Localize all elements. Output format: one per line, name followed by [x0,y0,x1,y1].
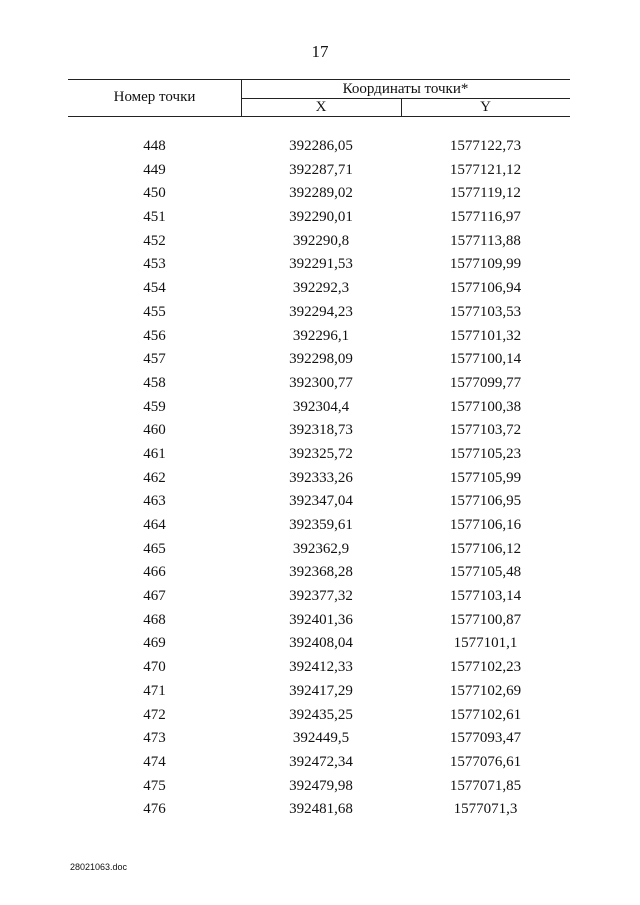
y-coordinate-cell: 1577121,12 [449,161,522,178]
y-coordinate-cell: 1577105,48 [449,564,522,581]
y-coordinate-cell: 1577101,32 [449,327,522,344]
y-coordinate-cell: 1577119,12 [450,185,521,202]
point-number-cell: 474 [143,753,166,770]
y-coordinate-cell: 1577103,72 [449,422,522,439]
y-coordinate-cell: 1577071,3 [453,801,518,818]
point-number-cell: 456 [143,327,166,344]
point-number-cell: 452 [143,232,166,249]
x-coordinate-cell: 392481,68 [289,801,353,818]
point-number-cell: 472 [143,706,166,723]
y-coordinate-cell: 1577103,53 [449,303,522,320]
x-coordinate-cell: 392290,8 [292,232,350,249]
x-coordinate-cell: 392401,36 [289,611,353,628]
table-row [68,585,570,609]
table-row [68,230,570,254]
table-row [68,632,570,656]
x-coordinate-cell: 392479,98 [289,777,353,794]
table-row [68,751,570,775]
point-number-cell: 464 [143,517,166,533]
y-coordinate-cell: 1577102,23 [449,659,522,676]
point-number-cell: 448 [143,138,166,154]
x-coordinate-cell: 392287,71 [289,161,353,178]
x-coordinate-cell: 392347,04 [289,493,353,510]
table-row [68,467,570,491]
x-coordinate-cell: 392294,23 [289,303,353,320]
point-number-cell: 470 [143,659,166,676]
table-row [68,348,570,372]
y-coordinate-cell: 1577105,23 [449,445,522,462]
point-number-cell: 463 [143,493,166,510]
point-number-cell: 453 [143,256,166,273]
point-number-cell: 459 [143,398,166,415]
x-coordinate-cell: 392417,29 [289,682,353,699]
x-coordinate-cell: 392296,1 [292,327,350,344]
table-row [68,206,570,230]
y-coordinate-cell: 1577105,99 [449,469,522,486]
y-coordinate-cell: 1577099,77 [449,374,522,391]
y-coordinate-cell: 1577102,61 [449,706,522,723]
y-coordinate-cell: 1577102,69 [449,682,522,699]
header-coordinates: Координаты точки* [342,81,469,97]
point-number-cell: 457 [143,351,166,368]
x-coordinate-cell: 392318,73 [289,422,353,439]
x-coordinate-cell: 392368,28 [289,564,353,581]
table-row [68,538,570,562]
y-coordinate-cell: 1577093,47 [449,730,522,747]
x-coordinate-cell: 392359,61 [289,517,353,533]
x-coordinate-cell: 392435,25 [289,706,353,723]
point-number-cell: 475 [143,777,166,794]
point-number-cell: 458 [143,374,166,391]
coordinates-table-body [68,135,570,822]
table-row [68,372,570,396]
x-coordinate-cell: 392300,77 [289,374,353,391]
y-coordinate-cell: 1577113,88 [450,232,521,249]
point-number-cell: 473 [143,730,166,747]
x-coordinate-cell: 392362,9 [292,540,350,557]
x-coordinate-cell: 392325,72 [289,445,353,462]
point-number-cell: 460 [143,422,166,439]
x-coordinate-cell: 392377,32 [289,588,353,605]
point-number-cell: 467 [143,588,166,605]
x-coordinate-cell: 392412,33 [289,659,353,676]
header-rule-bottom [68,116,570,117]
x-coordinate-cell: 392449,5 [292,730,350,747]
point-number-cell: 468 [143,611,166,628]
table-row [68,561,570,585]
y-coordinate-cell: 1577100,14 [449,351,522,368]
y-coordinate-cell: 1577106,16 [449,517,522,533]
table-row [68,419,570,443]
x-coordinate-cell: 392333,26 [289,469,353,486]
y-coordinate-cell: 1577109,99 [449,256,522,273]
point-number-cell: 469 [143,635,166,652]
y-coordinate-cell: 1577106,94 [449,280,522,297]
x-coordinate-cell: 392292,3 [292,280,350,297]
table-row [68,325,570,349]
x-coordinate-cell: 392291,53 [289,256,353,273]
y-coordinate-cell: 1577076,61 [449,753,522,770]
y-coordinate-cell: 1577106,12 [449,540,522,557]
header-y: Y [480,99,491,115]
table-row [68,301,570,325]
header-point-number: Номер точки [113,89,196,105]
x-coordinate-cell: 392298,09 [289,351,353,368]
table-row [68,159,570,183]
point-number-cell: 450 [143,185,166,202]
point-number-cell: 462 [143,469,166,486]
header-x: X [315,99,327,115]
point-number-cell: 471 [143,682,166,699]
x-coordinate-cell: 392289,02 [289,185,353,202]
page-number: 17 [311,42,329,61]
header-rule-top [68,79,570,80]
x-coordinate-cell: 392472,34 [289,753,353,770]
x-coordinate-cell: 392286,05 [289,138,353,154]
point-number-cell: 465 [143,540,166,557]
y-coordinate-cell: 1577100,38 [449,398,522,415]
point-number-cell: 451 [143,209,166,226]
point-number-cell: 461 [143,445,166,462]
table-row [68,277,570,301]
table-header [68,79,570,117]
point-number-cell: 476 [143,801,166,818]
table-row [68,490,570,514]
point-number-cell: 454 [143,280,166,297]
table-row [68,514,570,538]
x-coordinate-cell: 392408,04 [289,635,353,652]
table-row [68,396,570,420]
table-row [68,656,570,680]
table-row [68,253,570,277]
table-row [68,135,570,159]
footer-filename: 28021063.doc [70,862,128,872]
table-row [68,182,570,206]
table-row [68,609,570,633]
table-row [68,775,570,799]
table-row [68,443,570,467]
point-number-cell: 466 [143,564,166,581]
y-coordinate-cell: 1577100,87 [449,611,522,628]
table-row [68,704,570,728]
x-coordinate-cell: 392304,4 [292,398,350,415]
y-coordinate-cell: 1577071,85 [449,777,522,794]
table-row [68,798,570,822]
point-number-cell: 455 [143,303,166,320]
y-coordinate-cell: 1577101,1 [453,635,518,652]
y-coordinate-cell: 1577116,97 [450,209,521,226]
y-coordinate-cell: 1577122,73 [449,138,522,154]
y-coordinate-cell: 1577106,95 [449,493,522,510]
table-row [68,727,570,751]
x-coordinate-cell: 392290,01 [289,209,353,226]
y-coordinate-cell: 1577103,14 [449,588,522,605]
table-row [68,680,570,704]
point-number-cell: 449 [143,161,166,178]
